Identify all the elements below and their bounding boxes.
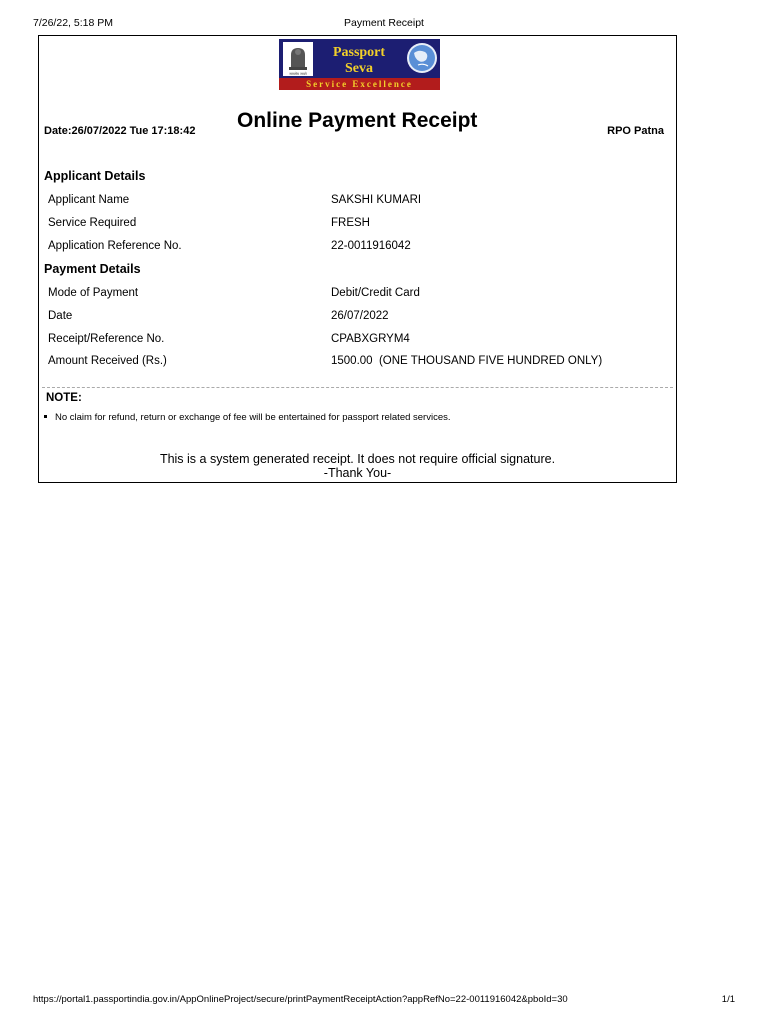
applicant-row — [48, 217, 676, 233]
emblem-caption: सत्यमेव जयते — [289, 72, 307, 76]
print-footer — [33, 994, 735, 1008]
row-label: Date — [48, 310, 73, 322]
row-value: 22-0011916042 — [331, 240, 411, 252]
row-value: 26/07/2022 — [331, 310, 389, 322]
payment-details-heading: Payment Details — [44, 262, 141, 276]
row-value: CPABXGRYM4 — [331, 333, 410, 345]
logo-line2: Seva — [345, 61, 373, 76]
system-generated-text: This is a system generated receipt. It does not require official signature. — [159, 452, 556, 466]
bullet-icon — [44, 415, 47, 418]
logo-line1: Passport — [332, 45, 386, 60]
receipt-container — [38, 35, 677, 483]
row-value: SAKSHI KUMARI — [331, 194, 422, 206]
page-number: 1/1 — [721, 994, 735, 1005]
note-item — [44, 412, 451, 423]
regional-office: RPO Patna — [607, 125, 664, 137]
dashed-divider — [42, 387, 673, 388]
thank-you-text: -Thank You- — [323, 466, 392, 480]
applicant-row — [48, 194, 676, 210]
logo-tagline: Service Excellence — [306, 79, 413, 89]
payment-row — [48, 287, 676, 303]
row-value: FRESH — [331, 217, 370, 229]
national-emblem-icon — [283, 42, 313, 76]
receipt-date: Date:26/07/2022 Tue 17:18:42 — [44, 125, 196, 137]
row-label: Application Reference No. — [48, 240, 182, 252]
row-label: Receipt/Reference No. — [48, 333, 165, 345]
row-label: Mode of Payment — [48, 287, 139, 299]
note-text: No claim for refund, return or exchange of fee will be entertained for passport related services. — [55, 412, 451, 423]
note-heading: NOTE: — [46, 392, 82, 404]
row-label: Service Required — [48, 217, 137, 229]
payment-row — [48, 333, 676, 349]
applicant-row — [48, 240, 676, 256]
row-value: Debit/Credit Card — [331, 287, 420, 299]
row-label: Amount Received (Rs.) — [48, 355, 167, 367]
system-message — [39, 452, 676, 480]
row-label: Applicant Name — [48, 194, 130, 206]
print-doc-title: Payment Receipt — [344, 17, 424, 29]
row-value: 1500.00 (ONE THOUSAND FIVE HUNDRED ONLY) — [331, 355, 603, 367]
payment-row — [48, 310, 676, 326]
page-title: Online Payment Receipt — [237, 109, 478, 132]
print-datetime: 7/26/22, 5:18 PM — [33, 17, 113, 29]
applicant-details-heading: Applicant Details — [44, 169, 146, 183]
payment-row — [48, 355, 676, 371]
globe-icon — [407, 43, 437, 73]
page-url: https://portal1.passportindia.gov.in/AppOnlineProject/secure/printPaymentReceiptAction?appRefNo=22-0011916042&pboId=30 — [33, 994, 568, 1005]
passport-seva-logo — [279, 39, 440, 90]
print-header — [33, 17, 735, 31]
